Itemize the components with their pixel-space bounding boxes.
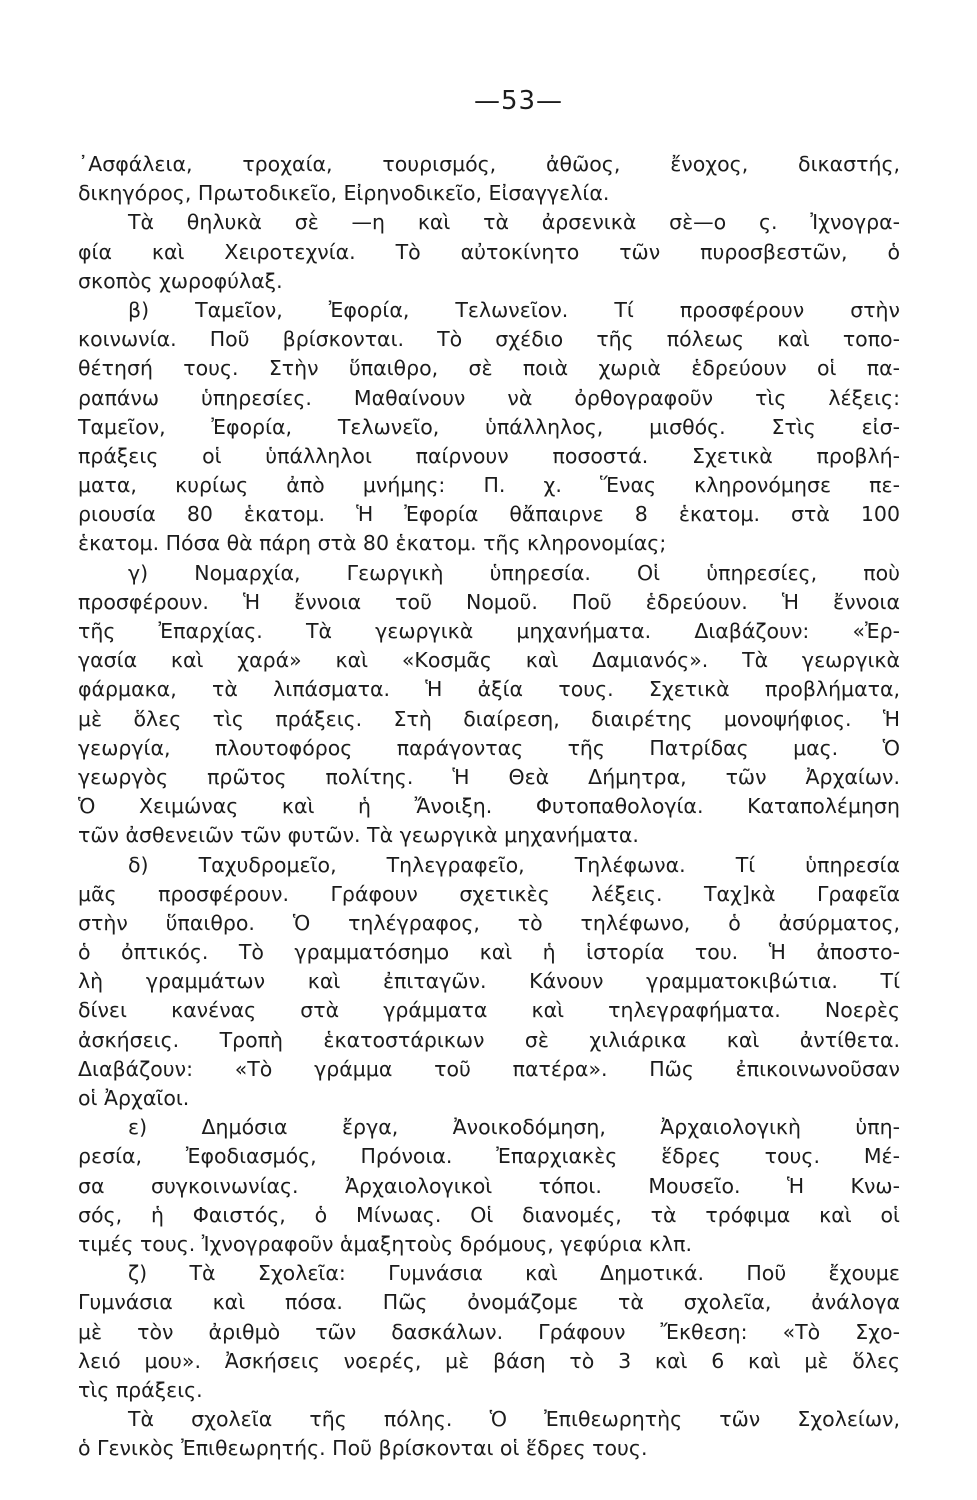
text-line: ζ) Τὰ Σχολεῖα: Γυμνάσια καὶ Δημοτικά. Ποῦ ἔχουμε xyxy=(128,1261,900,1286)
text-line: τῶν ἀσθενειῶν τῶν φυτῶν. Τὰ γεωργικὰ μηχανήματα. xyxy=(78,823,639,848)
text-line: Ταμεῖον, Ἐφορία, Τελωνεῖο, ὑπάλληλος, μισθός. Στὶς εἰσ- xyxy=(78,414,900,439)
text-line: ραπάνω ὑπηρεσίες. Μαθαίνουν νὰ ὀρθογραφοῦν τὶς λέξεις: xyxy=(78,385,900,410)
text-line: δ) Ταχυδρομεῖο, Τηλεγραφεῖο, Τηλέφωνα. Τί ὑπηρεσία xyxy=(128,852,900,877)
text-line: δικηγόρος, Πρωτοδικεῖο, Εἰρηνοδικεῖο, Εἰσαγγελία. xyxy=(78,181,610,206)
text-line: οἱ Ἀρχαῖοι. xyxy=(78,1086,190,1110)
text-line: φάρμακα, τὰ λιπάσματα. Ἡ ἀξία τους. Σχετικὰ προβλήματα, xyxy=(78,677,900,702)
text-line: λειό μου». Ἀσκήσεις νοερές, μὲ βάση τὸ 3 καὶ 6 καὶ μὲ ὅλες xyxy=(78,1348,900,1373)
text-line: ριουσία 80 ἑκατομ. Ἡ Ἐφορία θἄπαιρνε 8 ἑκατομ. στὰ 100 xyxy=(78,502,900,527)
text-line: ε) Δημόσια ἔργα, Ἀνοικοδόμηση, Ἀρχαιολογικὴ ὑπη- xyxy=(128,1115,900,1140)
text-line: Διαβάζουν: «Τὸ γράμμα τοῦ πατέρα». Πῶς ἐπικοινωνοῦσαν xyxy=(78,1056,900,1081)
text-line: προσφέρουν. Ἡ ἔννοια τοῦ Νομοῦ. Ποῦ ἑδρεύουν. Ἡ ἔννοια xyxy=(78,589,900,614)
text-line: ᾿Ασφάλεια, τροχαία, τουρισμός, ἀθῶος, ἔνοχος, δικαστής, xyxy=(78,152,900,176)
text-line: Ὁ Χειμώνας καὶ ἡ Ἄνοιξη. Φυτοπαθολογία. Καταπολέμηση xyxy=(78,794,900,819)
body-text xyxy=(78,150,900,1463)
text-line: σκοπὸς χωροφύλαξ. xyxy=(78,268,283,293)
text-line: γεωργία, πλουτοφόρος παράγοντας τῆς Πατρίδας μας. Ὁ xyxy=(78,735,900,760)
page-number: —53— xyxy=(473,86,564,116)
text-line: κοινωνία. Ποῦ βρίσκονται. Τὸ σχέδιο τῆς πόλεως καὶ τοπο- xyxy=(78,327,900,352)
text-line: τῆς Ἐπαρχίας. Τὰ γεωργικὰ μηχανήματα. Διαβάζουν: «Ἐρ- xyxy=(78,619,900,643)
text-line: πράξεις οἱ ὑπάλληλοι παίρνουν ποσοστά. Σχετικὰ προβλή- xyxy=(78,443,900,468)
text-line: τὶς πράξεις. xyxy=(78,1377,203,1402)
text-line: ἑκατομ. Πόσα θὰ πάρη στὰ 80 ἑκατομ. τῆς κληρονομίας; xyxy=(78,531,667,556)
text-line: μὲ τὸν ἀριθμὸ τῶν δασκάλων. Γράφουν Ἔκθεση: «Τὸ Σχο- xyxy=(78,1319,900,1344)
text-line: ἀσκήσεις. Τροπὴ ἑκατοστάρικων σὲ χιλιάρικα καὶ ἀντίθετα. xyxy=(78,1027,900,1052)
text-line: Τὰ θηλυκὰ σὲ —η καὶ τὰ ἀρσενικὰ σὲ—ο ς. Ἰχνογρα- xyxy=(128,210,900,235)
text-line: στὴν ὕπαιθρο. Ὁ τηλέγραφος, τὸ τηλέφωνο, ὁ ἀσύρματος, xyxy=(78,910,900,935)
text-line: λὴ γραμμάτων καὶ ἐπιταγῶν. Κάνουν γραμματοκιβώτια. Τί xyxy=(78,969,900,994)
text-line: δίνει κανένας στὰ γράμματα καὶ τηλεγραφήματα. Νοερὲς xyxy=(78,998,900,1023)
text-line: γεωργὸς πρῶτος πολίτης. Ἡ Θεὰ Δήμητρα, τῶν Ἀρχαίων. xyxy=(78,764,900,789)
text-line: γ) Νομαρχία, Γεωργικὴ ὑπηρεσία. Οἱ ὑπηρεσίες, ποὺ xyxy=(128,560,900,585)
text-line: τιμές τους. Ἰχνογραφοῦν ἁμαξητοὺς δρόμους, γεφύρια κλπ. xyxy=(78,1231,692,1256)
text-line: ρεσία, Ἐφοδιασμός, Πρόνοια. Ἐπαρχιακὲς ἕδρες τους. Μέ- xyxy=(78,1144,900,1169)
text-line: Τὰ σχολεῖα τῆς πόλης. Ὁ Ἐπιθεωρητὴς τῶν Σχολείων, xyxy=(128,1407,900,1432)
text-line: σός, ἡ Φαιστός, ὁ Μίνωας. Οἱ διανομές, τὰ τρόφιμα καὶ οἱ xyxy=(78,1202,900,1227)
text-line: μᾶς προσφέρουν. Γράφουν σχετικὲς λέξεις. Ταχ]κὰ Γραφεῖα xyxy=(78,881,900,906)
text-line: μὲ ὅλες τὶς πράξεις. Στὴ διαίρεση, διαιρέτης μονοψήφιος. Ἡ xyxy=(78,706,900,731)
text-line: ὁ Γενικὸς Ἐπιθεωρητής. Ποῦ βρίσκονται οἱ ἕδρες τους. xyxy=(78,1436,648,1461)
text-line: ματα, κυρίως ἀπὸ μνήμης: Π. χ. Ἕνας κληρονόμησε πε- xyxy=(78,473,900,498)
text-line: γασία καὶ χαρά» καὶ «Κοσμᾶς καὶ Δαμιανός». Τὰ γεωργικὰ xyxy=(78,648,900,673)
text-line: ὁ ὀπτικός. Τὸ γραμματόσημο καὶ ἡ ἱστορία του. Ἡ ἀποστο- xyxy=(78,940,900,965)
text-line: β) Ταμεῖον, Ἐφορία, Τελωνεῖον. Τί προσφέρουν στὴν xyxy=(128,297,900,322)
text-line: Γυμνάσια καὶ πόσα. Πῶς ὀνομάζομε τὰ σχολεῖα, ἀνάλογα xyxy=(78,1290,900,1315)
text-line: θέτησή τους. Στὴν ὕπαιθρο, σὲ ποιὰ χωριὰ ἑδρεύουν οἱ πα- xyxy=(78,356,900,381)
text-line: σα συγκοινωνίας. Ἀρχαιολογικοὶ τόποι. Μουσεῖο. Ἡ Κνω- xyxy=(78,1173,900,1198)
text-line: φία καὶ Χειροτεχνία. Τὸ αὐτοκίνητο τῶν πυροσβεστῶν, ὁ xyxy=(78,239,900,264)
